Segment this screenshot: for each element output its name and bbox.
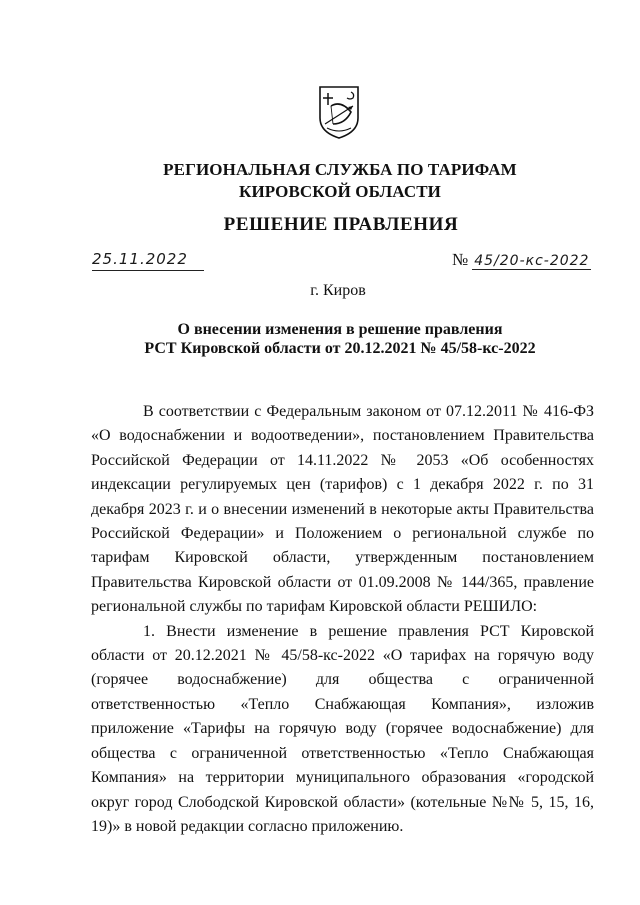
document-body xyxy=(91,400,594,839)
number-sign: № xyxy=(452,250,469,269)
handwritten-number: 45/20-кс-2022 xyxy=(474,253,590,269)
city-line: г. Киров xyxy=(310,282,366,299)
handwritten-date: 25.11.2022 xyxy=(92,250,204,271)
body-paragraph-2: 1. Внести изменение в решение правления РСТ Кировской области от 20.12.2021 № 45/58-кс-2022 «О тарифах на горячую воду (горячее водоснабжение) для общества с ограниченной ответственностью «Тепло Снабжающая Компания», изложив приложение «Тарифы на горячую воду (горячее водоснабжение) для общества с ограниченной ответственностью «Тепло Снабжающая Компания» на территории муниципального образования «городской округ город Слободской Кировской области» (котельные №№ 5, 15, 16, 19)» в новой редакции согласно приложению. xyxy=(91,622,594,835)
subject-line-1: О внесении изменения в решение правления xyxy=(177,321,503,338)
kirov-coat-of-arms-icon xyxy=(317,84,361,140)
document-title: РЕШЕНИЕ ПРАВЛЕНИЯ xyxy=(223,214,459,235)
document-number xyxy=(452,248,591,270)
org-name-line-1: РЕГИОНАЛЬНАЯ СЛУЖБА ПО ТАРИФАМ xyxy=(163,160,517,179)
org-name-line-2: КИРОВСКОЙ ОБЛАСТИ xyxy=(239,182,441,201)
subject-line-2: РСТ Кировской области от 20.12.2021 № 45/58-кс-2022 xyxy=(144,340,536,357)
body-paragraph-1: В соответствии с Федеральным законом от 07.12.2011 № 416-ФЗ «О водоснабжении и водоотведении», постановлением Правительства Российской Федерации от 14.11.2022 № 2053 «Об особенностях индексации регулируемых цен (тарифов) с 1 декабря 2022 г. по 31 декабря 2023 г. и о внесении изменений в некоторые акты Правительства Российской Федерации» и Положением о региональной службе по тарифам Кировской области, утвержденным постановлением Правительства Кировской области от 01.09.2008 № 144/365, правление региональной службы по тарифам Кировской области РЕШИЛО: xyxy=(91,403,594,616)
